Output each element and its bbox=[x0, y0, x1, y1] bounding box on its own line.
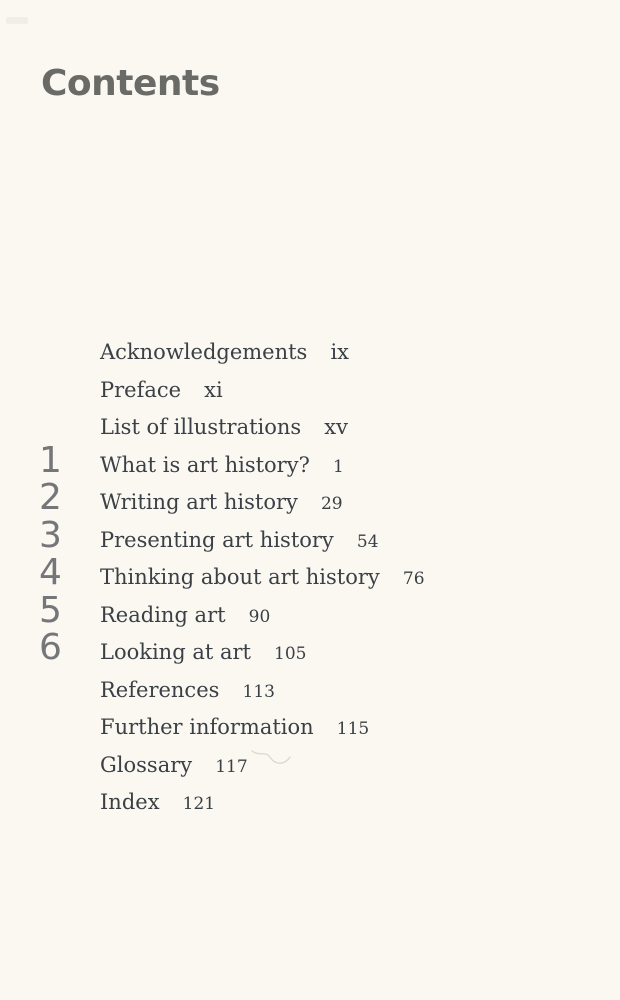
toc-row bbox=[39, 552, 570, 597]
page-title: Contents bbox=[41, 63, 220, 105]
toc-item-page: 117 bbox=[215, 756, 248, 777]
toc-item-title: Further information bbox=[100, 715, 314, 739]
chapter-number: 6 bbox=[39, 627, 62, 668]
toc-item-page: 54 bbox=[356, 531, 379, 552]
toc-row bbox=[100, 709, 570, 747]
toc-item-title: References bbox=[100, 677, 220, 702]
toc-item-page: xv bbox=[324, 415, 349, 439]
toc-item-page: 113 bbox=[242, 681, 275, 702]
toc-row bbox=[100, 334, 570, 372]
toc-item-page: 121 bbox=[182, 794, 216, 814]
toc-item-page: 115 bbox=[336, 719, 370, 739]
toc-item-page: ix bbox=[330, 340, 349, 364]
toc-item-title: Reading art bbox=[100, 602, 226, 627]
scan-artifact bbox=[6, 17, 28, 24]
toc-item-title: List of illustrations bbox=[100, 415, 302, 439]
table-of-contents bbox=[39, 334, 570, 822]
chapter-number: 4 bbox=[39, 552, 62, 593]
toc-item-title: Presenting art history bbox=[100, 527, 334, 552]
toc-item-page: 76 bbox=[402, 569, 425, 589]
toc-row bbox=[39, 589, 570, 635]
toc-item-title: Acknowledgements bbox=[100, 340, 308, 364]
toc-item-page: xi bbox=[204, 377, 223, 402]
toc-item-title: Preface bbox=[100, 377, 182, 402]
toc-row bbox=[39, 514, 570, 560]
toc-item-title: What is art history? bbox=[100, 452, 310, 477]
toc-item-page: 105 bbox=[274, 644, 307, 664]
toc-row bbox=[100, 409, 570, 447]
toc-row bbox=[100, 672, 570, 710]
chapter-number: 1 bbox=[39, 439, 62, 481]
toc-item-page: 90 bbox=[248, 606, 271, 627]
toc-item-title: Glossary bbox=[100, 752, 193, 777]
toc-row bbox=[39, 477, 570, 522]
toc-row bbox=[100, 784, 570, 822]
toc-item-title: Thinking about art history bbox=[100, 565, 380, 589]
chapter-number: 2 bbox=[39, 477, 62, 518]
toc-row bbox=[39, 439, 570, 485]
chapter-number: 5 bbox=[39, 589, 62, 631]
toc-item-title: Looking at art bbox=[100, 640, 251, 664]
toc-item-page: 29 bbox=[320, 494, 343, 514]
toc-item-title: Index bbox=[100, 790, 160, 814]
toc-row bbox=[100, 372, 570, 410]
toc-item-page: 1 bbox=[332, 456, 344, 477]
chapter-number: 3 bbox=[39, 514, 62, 556]
toc-item-title: Writing art history bbox=[100, 490, 298, 514]
toc-row bbox=[39, 627, 570, 672]
toc-row bbox=[100, 747, 570, 785]
